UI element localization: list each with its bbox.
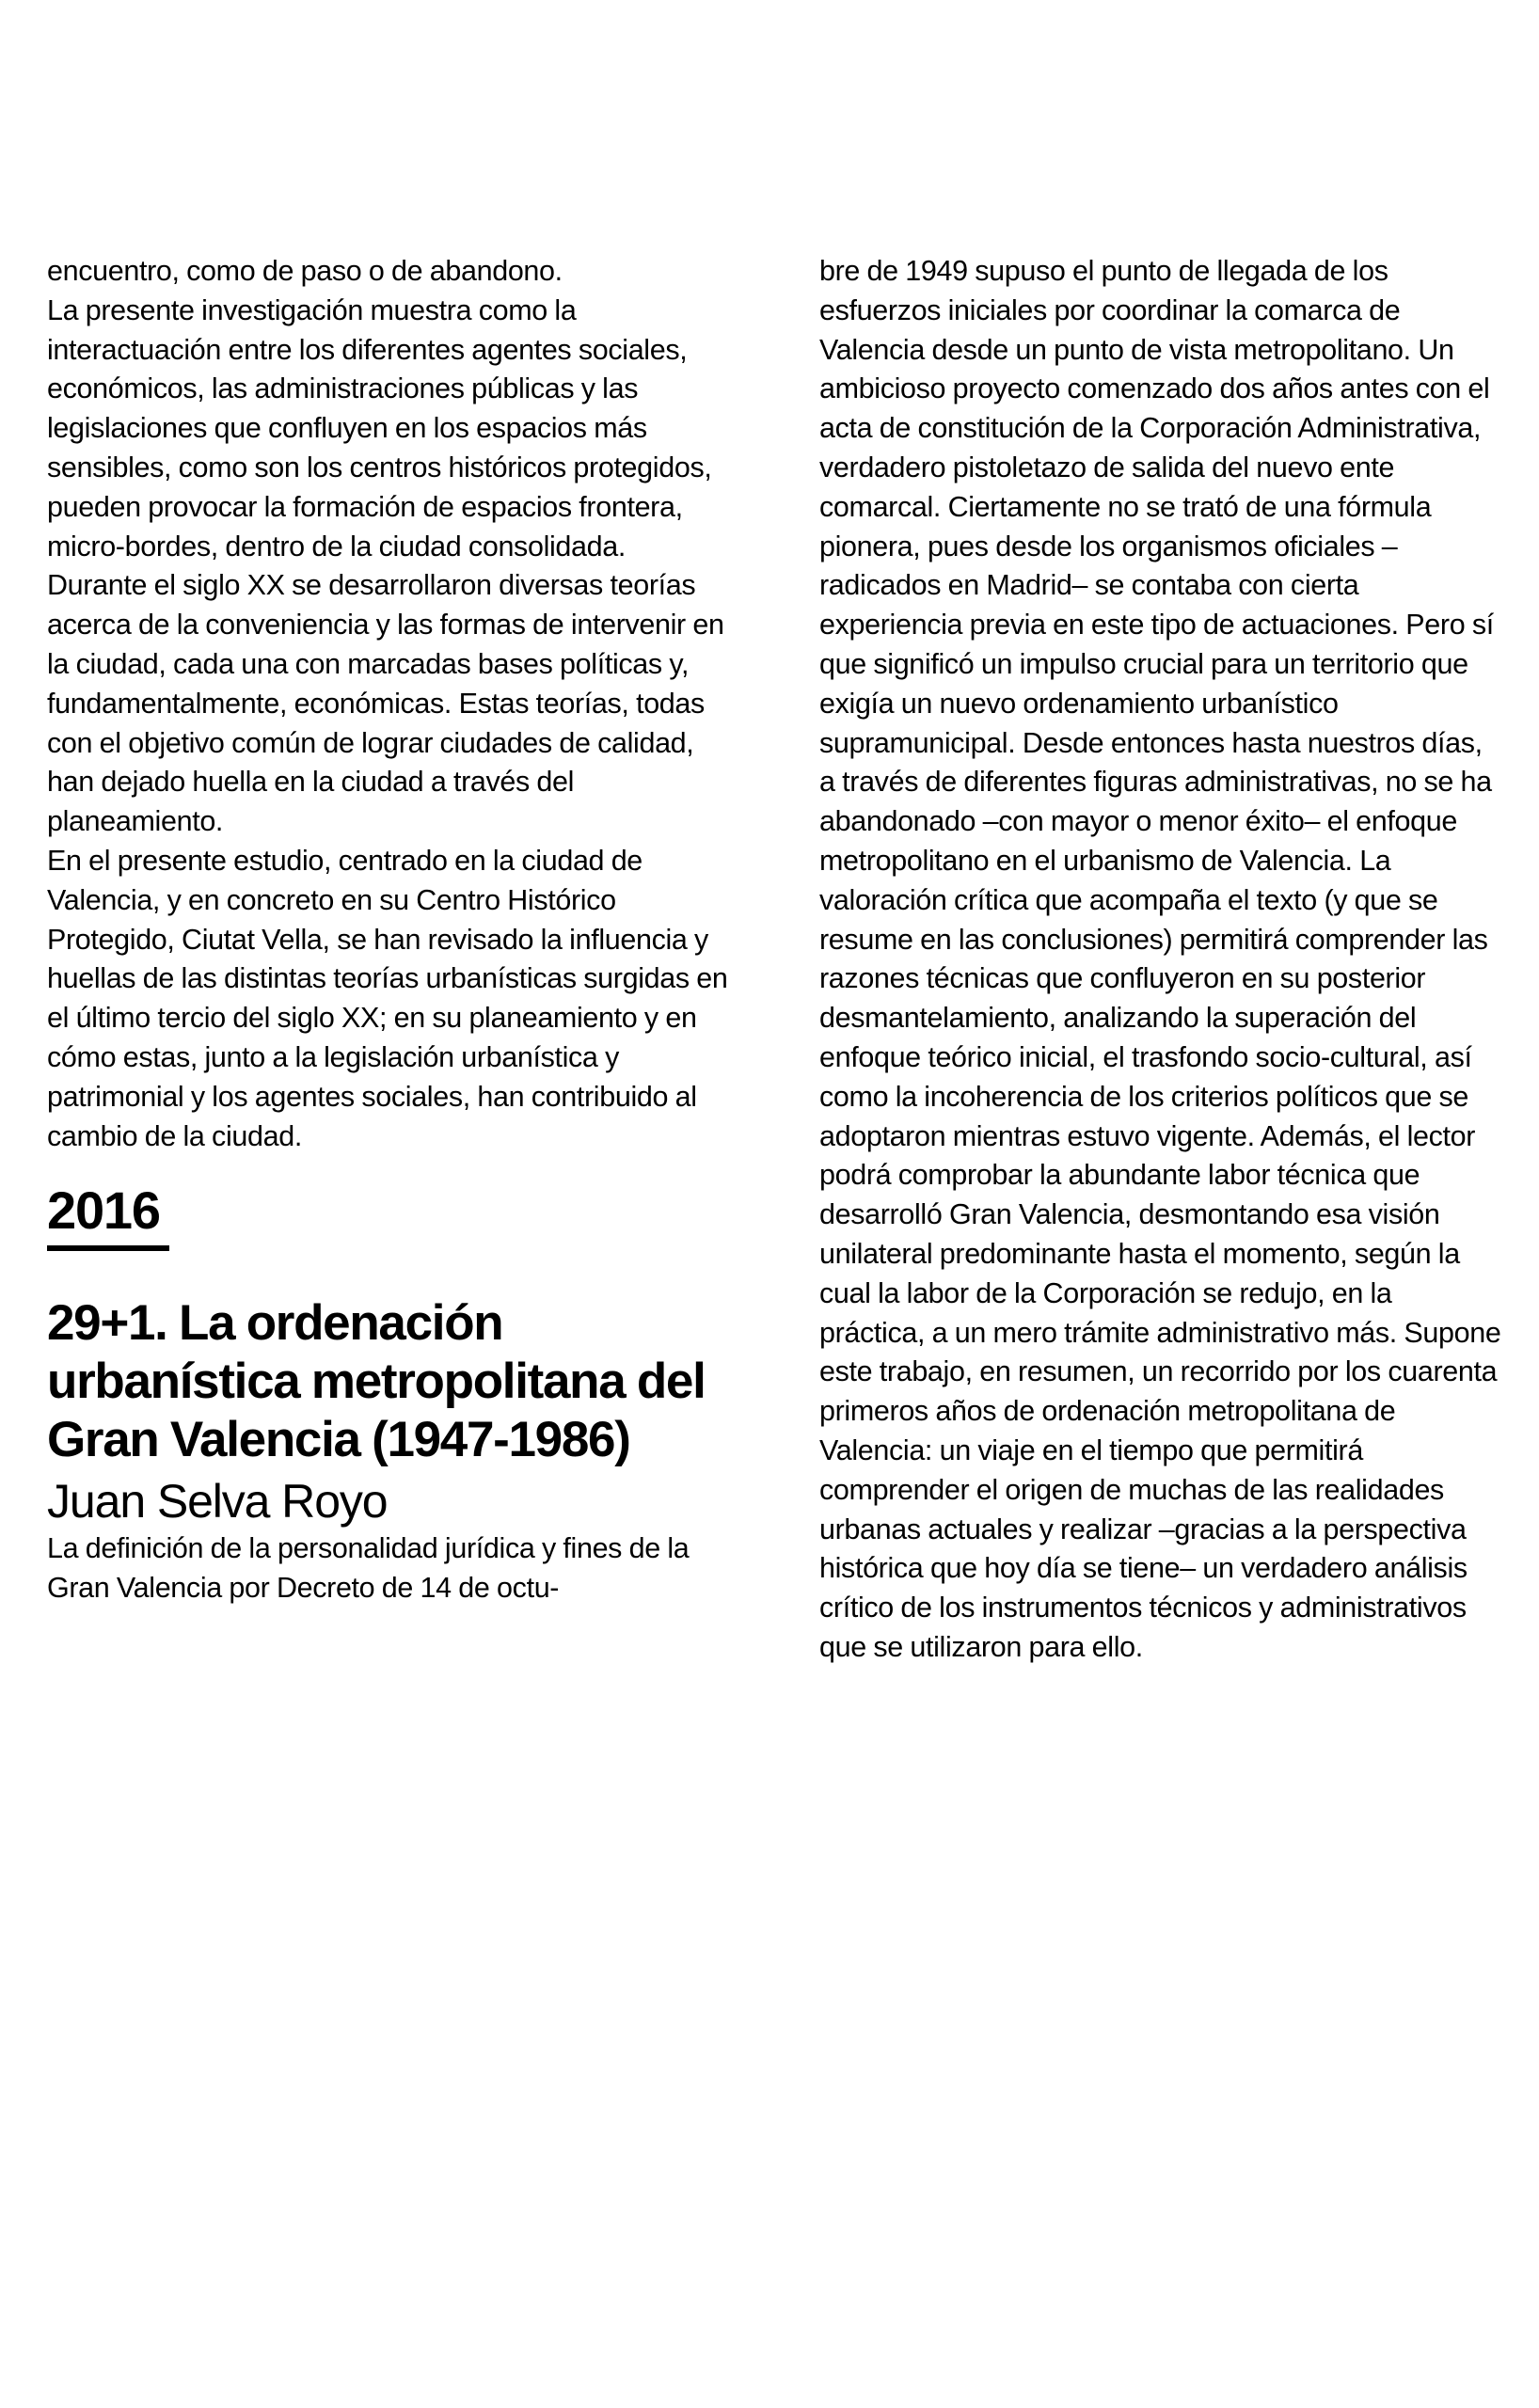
paragraph: En el presente estudio, centrado en la ciudad de Valencia, y en concreto en su Centro Histórico Protegido, Ciutat Vella, se han revisado la influencia y huellas de las distintas teorías urbanísticas surgidas en el último tercio del siglo XX; en su planeamiento y en cómo estas, junto a la legislación urbanística y patrimonial y los agentes sociales, han contribuido al cambio de la ciudad. bbox=[47, 844, 728, 1152]
paragraph: Durante el siglo XX se desarrollaron diversas teorías acerca de la conveniencia y las formas de intervenir en la ciudad, cada una con marcadas bases políticas y, fundamentalmente, económicas. Estas teorías, todas con el objetivo común de lograr ciudades de calidad, han dejado huella en la ciudad a través del planeamiento. bbox=[47, 569, 724, 838]
abstract-paragraph: La definición de la personalidad jurídica y fines de la Gran Valencia por Decreto de 14 de octu- bbox=[47, 1532, 690, 1605]
paragraph: La presente investigación muestra como la interactuación entre los diferentes agentes sociales, económicos, las administraciones públicas y las legislaciones que confluyen en los espacios más sensibles, como son los centros históricos protegidos, pueden provocar la formación de espacios frontera, micro-bordes, dentro de la ciudad consolidada. bbox=[47, 293, 712, 562]
year-heading-block bbox=[47, 1181, 730, 1251]
article-author: Juan Selva Royo bbox=[47, 1475, 388, 1529]
abstract-paragraph-continued: bre de 1949 supuso el punto de llegada de los esfuerzos iniciales por coordinar la comarca de Valencia desde un punto de vista metropolitano. Un ambicioso proyecto comenzado dos años antes con el acta de constitución de la Corporación Administrativa, verdadero pistoletazo de salida del nuevo ente comarcal. Ciertamente no se trató de una fórmula pionera, pues desde los organismos oficiales – radicados en Madrid– se contaba con cierta experiencia previa en este tipo de actuaciones. Pero sí que significó un impulso crucial para un territorio que exigía un nuevo ordenamiento urbanístico supramunicipal. Desde entonces hasta nuestros días, a través de diferentes figuras administrativas, no se ha abandonado –con mayor o menor éxito– el enfoque metropolitano en el urbanismo de Valencia. La valoración crítica que acompaña el texto (y que se resume en las conclusiones) permitirá comprender las razones técnicas que confluyeron en su posterior desmantelamiento, analizando la superación del enfoque teórico inicial, el trasfondo socio-cultural, así como la incoherencia de los criterios políticos que se adoptaron mientras estuvo vigente. Además, el lector podrá comprobar la abundante labor técnica que desarrolló Gran Valencia, desmontando esa visión unilateral predominante hasta el momento, según la cual la labor de la Corporación se redujo, en la práctica, a un mero trámite administrativo más. Supone este trabajo, en resumen, un recorrido por los cuarenta primeros años de ordenación metropolitana de Valencia: un viaje en el tiempo que permitirá comprender el origen de muchas de las realidades urbanas actuales y realizar –gracias a la perspectiva histórica que hoy día se tiene– un verdadero análisis crítico de los instrumentos técnicos y administrativos que se utilizaron para ello. bbox=[819, 255, 1501, 1663]
article-title: 29+1. La ordenación urbanística metropolitana del Gran Valencia (1947-1986) bbox=[47, 1295, 706, 1468]
right-column bbox=[819, 252, 1502, 1668]
paragraph: encuentro, como de paso o de abandono. bbox=[47, 255, 563, 287]
left-column bbox=[47, 252, 730, 1608]
year-heading: 2016 bbox=[47, 1181, 169, 1251]
two-column-layout bbox=[47, 252, 1500, 1668]
